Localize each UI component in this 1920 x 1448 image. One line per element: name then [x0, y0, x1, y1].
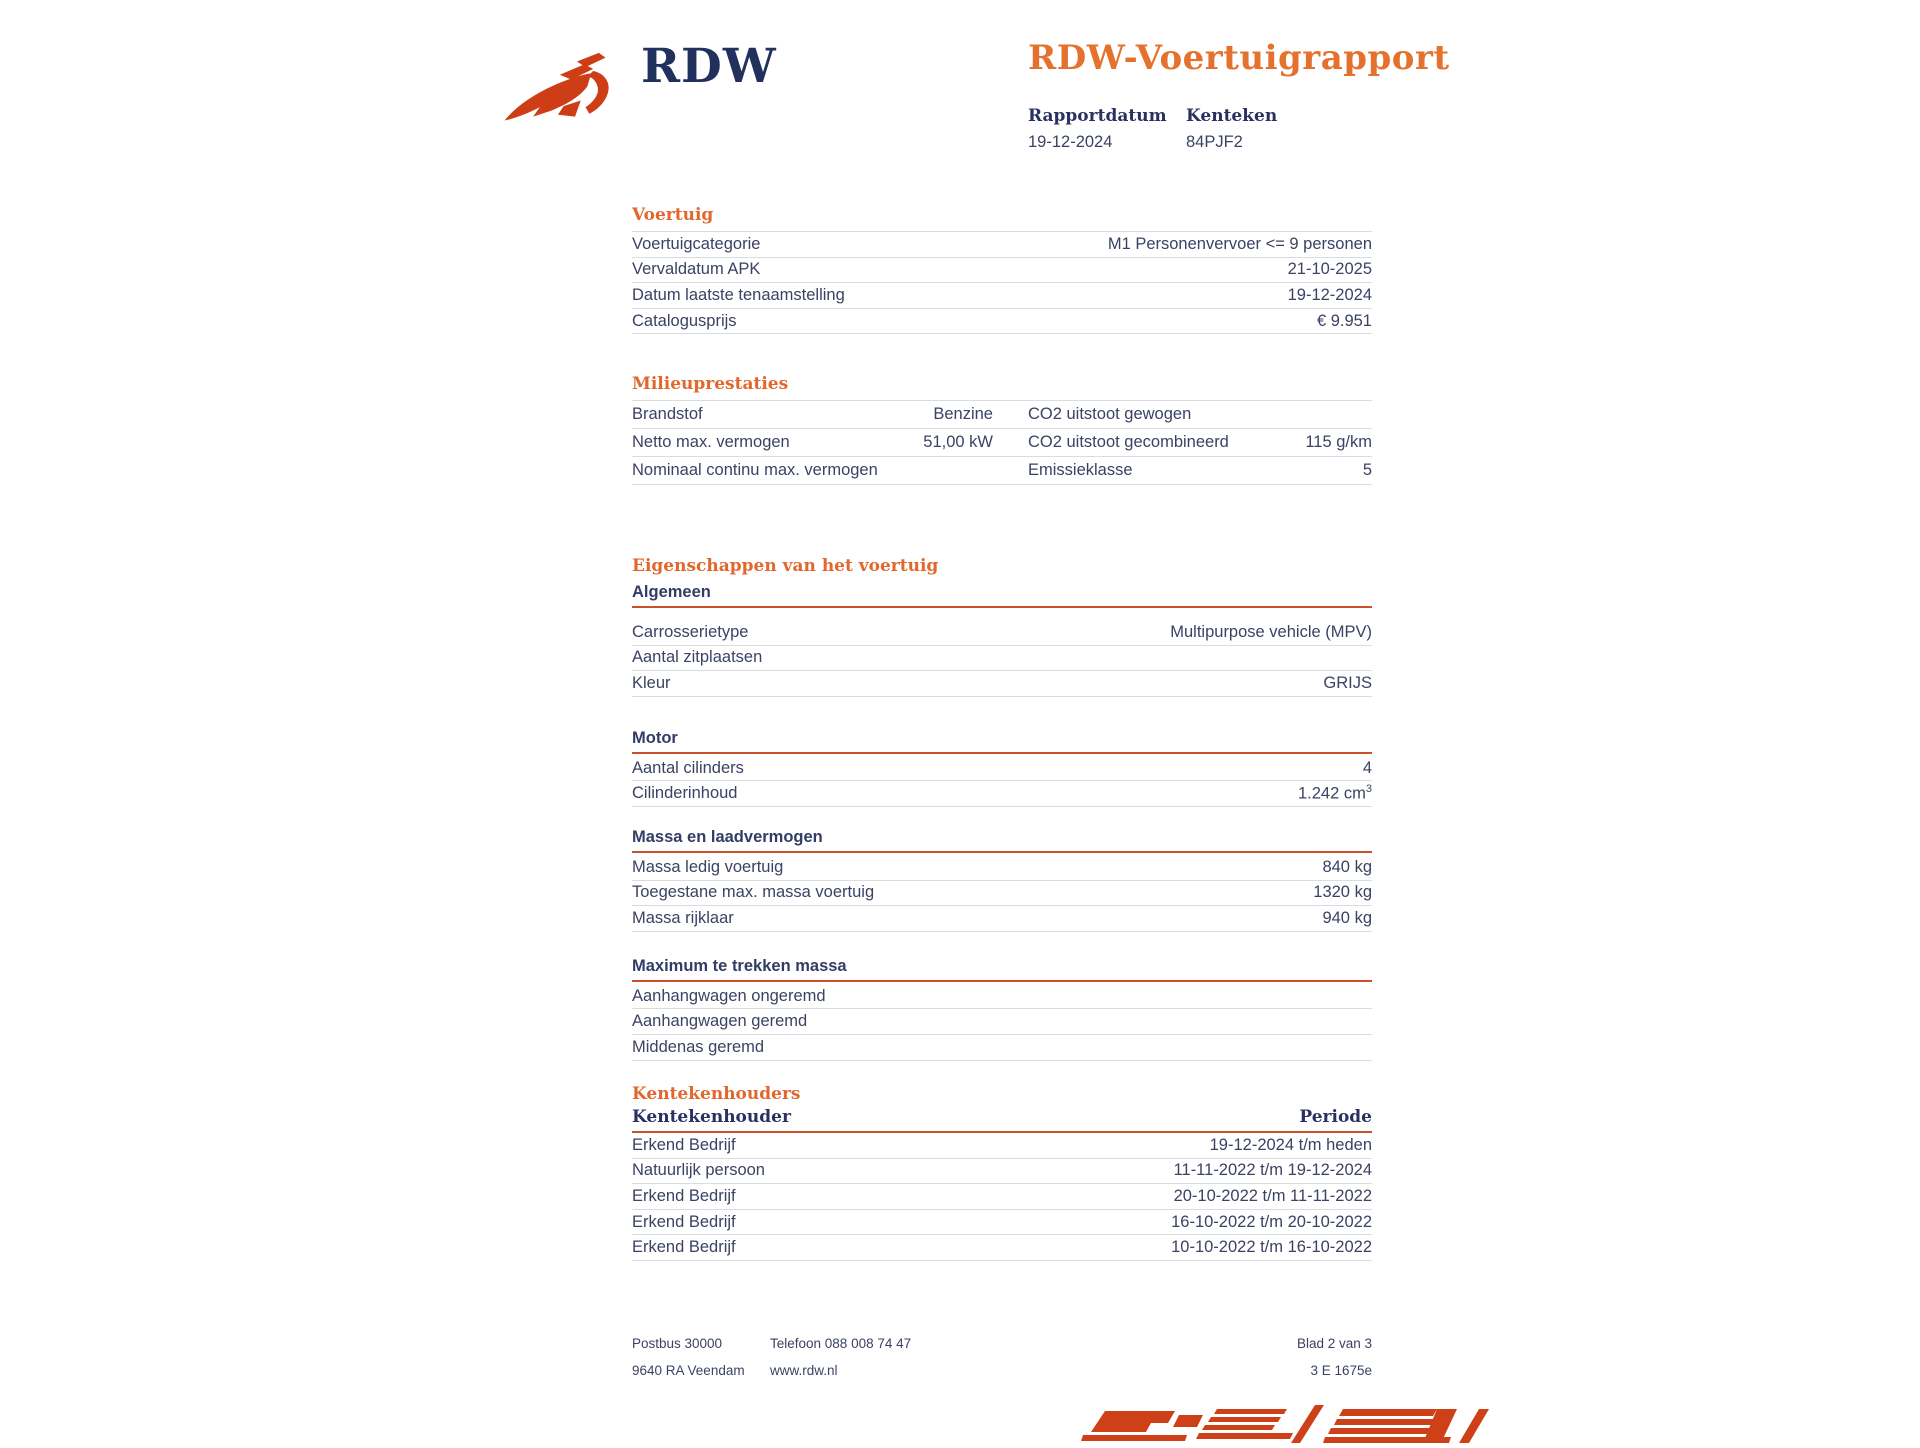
subsection-heading-algemeen: Algemeen [632, 582, 1372, 608]
row-label: Aantal cilinders [632, 758, 744, 777]
voertuig-table [632, 231, 1372, 334]
holder-cell: Natuurlijk persoon [632, 1161, 765, 1180]
row-label: Netto max. vermogen [632, 433, 790, 451]
row-value: 1.242 $cm^3$ [1298, 783, 1372, 803]
table-row [632, 457, 1372, 485]
section-voertuig [632, 205, 1372, 334]
section-heading: Eigenschappen van het voertuig [632, 556, 939, 576]
section-milieuprestaties [632, 374, 1372, 485]
row-label: Catalogusprijs [632, 311, 737, 330]
table-row [632, 756, 1372, 782]
row-label: Datum laatste tenaamstelling [632, 285, 845, 304]
algemeen-table [632, 620, 1372, 697]
license-plate-value: 84PJF2 [1186, 133, 1243, 151]
table-row [632, 429, 1372, 457]
trekken-table [632, 984, 1372, 1061]
footer-page-number: Blad 2 van 3 [1296, 1336, 1372, 1351]
period-cell: 19-12-2024 t/m heden [1209, 1135, 1372, 1154]
holder-cell: Erkend Bedrijf [632, 1186, 736, 1205]
row-label: Kleur [632, 673, 671, 692]
row-value: 115 g/km [1305, 433, 1372, 451]
period-cell: 10-10-2022 t/m 16-10-2022 [1171, 1238, 1372, 1257]
kentekenhouders-header-row [632, 1107, 1372, 1133]
row-value: 51,00 kW [923, 433, 993, 451]
table-row [632, 1235, 1372, 1261]
table-row [632, 1009, 1372, 1035]
row-value: 940 kg [1322, 908, 1372, 927]
rdw-logo [497, 39, 777, 134]
rdw-feather-icon [497, 46, 635, 134]
row-value: GRIJS [1323, 673, 1372, 692]
footer-website: www.rdw.nl [770, 1363, 838, 1378]
table-row [632, 258, 1372, 284]
massa-table [632, 855, 1372, 932]
row-label: Toegestane max. massa voertuig [632, 883, 875, 902]
column-header-period: Periode [1299, 1107, 1372, 1127]
row-label: Massa ledig voertuig [632, 857, 784, 876]
row-label: Aanhangwagen geremd [632, 1012, 808, 1031]
table-row [632, 1184, 1372, 1210]
row-label: Aanhangwagen ongeremd [632, 986, 826, 1005]
row-label: CO2 uitstoot gewogen [1028, 405, 1192, 423]
milieu-table [632, 400, 1372, 485]
row-value: € 9.951 [1316, 311, 1372, 330]
page-title: RDW-Voertuigrapport [1028, 38, 1450, 78]
section-eigenschappen [632, 556, 1372, 1061]
row-label: Cilinderinhoud [632, 784, 738, 803]
subsection-heading-trekken: Maximum te trekken massa [632, 956, 1372, 982]
column-header-holder: Kentekenhouder [632, 1107, 791, 1127]
table-row [632, 309, 1372, 335]
holder-cell: Erkend Bedrijf [632, 1135, 736, 1154]
section-heading: Milieuprestaties [632, 374, 789, 394]
table-row [632, 283, 1372, 309]
row-value: Multipurpose vehicle (MPV) [1170, 622, 1372, 641]
row-label: Voertuigcategorie [632, 234, 761, 253]
table-row [632, 1035, 1372, 1061]
row-value: 5 [1362, 461, 1372, 479]
table-row [632, 1159, 1372, 1185]
report-date-value: 19-12-2024 [1028, 133, 1113, 151]
row-label: Brandstof [632, 405, 703, 423]
subsection-heading-motor: Motor [632, 728, 1372, 754]
table-row [632, 855, 1372, 881]
table-row [632, 671, 1372, 697]
row-label: CO2 uitstoot gecombineerd [1028, 433, 1229, 451]
row-value: 1320 kg [1313, 883, 1372, 902]
row-label: Carrosserietype [632, 622, 749, 641]
section-kentekenhouders [632, 1084, 1372, 1261]
row-value: Benzine [933, 405, 993, 423]
row-label: Nominaal continu max. vermogen [632, 461, 878, 479]
row-label: Middenas geremd [632, 1037, 765, 1056]
section-heading: Kentekenhouders [632, 1084, 801, 1104]
table-row [632, 1210, 1372, 1236]
holder-cell: Erkend Bedrijf [632, 1212, 736, 1231]
subsection-heading-massa: Massa en laadvermogen [632, 827, 1372, 853]
footer-address-line1: Postbus 30000 [632, 1336, 723, 1351]
row-value: 19-12-2024 [1287, 285, 1372, 304]
table-row [632, 906, 1372, 932]
holder-cell: Erkend Bedrijf [632, 1238, 736, 1257]
table-row [632, 781, 1372, 807]
table-row [632, 620, 1372, 646]
table-row [632, 401, 1372, 429]
kentekenhouders-table [632, 1133, 1372, 1261]
section-heading: Voertuig [632, 205, 714, 225]
row-label: Vervaldatum APK [632, 260, 761, 279]
row-value: 21-10-2025 [1287, 260, 1372, 279]
row-label: Aantal zitplaatsen [632, 648, 763, 667]
license-plate-label: Kenteken [1186, 106, 1278, 126]
rdw-stripe-pattern-graphic [1075, 1403, 1495, 1448]
footer-phone: Telefoon 088 008 74 47 [770, 1336, 912, 1351]
period-cell: 11-11-2022 t/m 19-12-2024 [1173, 1161, 1372, 1180]
table-row [632, 1133, 1372, 1159]
row-value: 4 [1362, 758, 1372, 777]
report-date-label: Rapportdatum [1028, 106, 1167, 126]
period-cell: 20-10-2022 t/m 11-11-2022 [1173, 1186, 1372, 1205]
footer-address-line2: 9640 RA Veendam [632, 1363, 745, 1378]
footer-doc-code: 3 E 1675e [1310, 1363, 1372, 1378]
row-value: M1 Personenvervoer <= 9 personen [1107, 234, 1372, 253]
period-cell: 16-10-2022 t/m 20-10-2022 [1171, 1212, 1372, 1231]
table-row [632, 881, 1372, 907]
motor-table [632, 756, 1372, 807]
table-row [632, 646, 1372, 672]
table-row [632, 984, 1372, 1010]
row-label: Emissieklasse [1028, 461, 1133, 479]
table-row [632, 232, 1372, 258]
row-value: 840 kg [1322, 857, 1372, 876]
rdw-logo-text: RDW [641, 39, 777, 94]
row-label: Massa rijklaar [632, 908, 734, 927]
